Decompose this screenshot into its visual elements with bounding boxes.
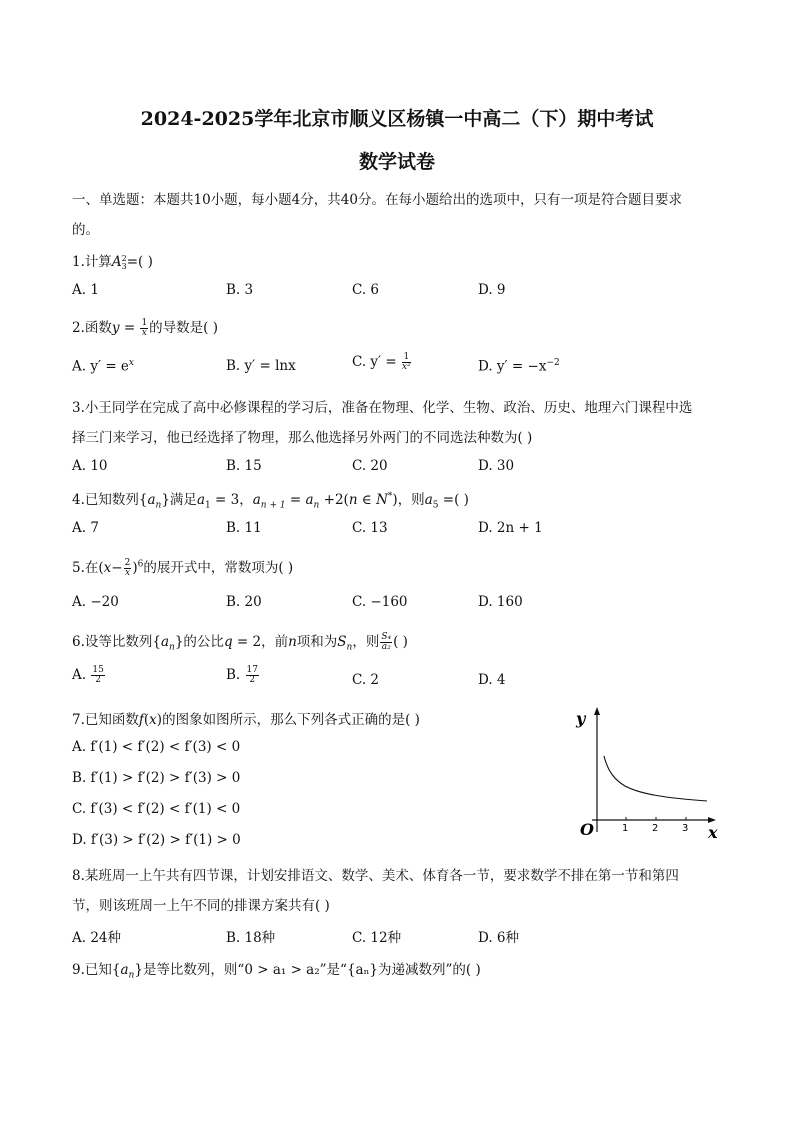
question-3-stem-line2: 择三门来学习，他已经选择了物理，那么他选择另外两门的不同选法种数为( ) [72,430,533,446]
q2-option-c: C. y′ = $\frac{1}{\text{x²}}$ [352,352,411,372]
question-8-stem-line2: 节，则该班周一上午不同的排课方案共有( ) [72,898,330,914]
tick-label-3: 3 [682,823,689,834]
q1-stem-prefix: 1.计算 [72,254,112,270]
q6-option-c: C. 2 [352,672,380,688]
question-2-stem: 2.函数y = $\frac{1}{x}$ 的导数是( ) [72,318,218,338]
q5-option-d: D. 160 [478,594,523,610]
question-7-stem: 7.已知函数f(x)的图象如图所示，那么下列各式正确的是( ) [72,712,420,728]
q3-option-c: C. 20 [352,458,388,474]
q7-option-a: A. f′(1) < f′(2) < f′(3) < 0 [72,739,241,755]
section-heading: 一、单选题：本题共10小题，每小题4分，共40分。在每小题给出的选项中，只有一项是符合题目要求 [72,192,682,208]
q6-option-d: D. 4 [478,672,506,688]
q4-option-d: D. 2n + 1 [478,520,543,536]
question-8-stem-line1: 8.某班周一上午共有四节课，计划安排语文、数学、美术、体育各一节，要求数学不排在第一节和第四 [72,868,679,884]
q2-option-a: A. $y' = e^x$ [72,358,134,375]
q3-option-d: D. 30 [478,458,515,474]
q1-option-c: C. 6 [352,282,380,298]
question-1-stem: 1.计算A 2 3 =( ) [72,253,153,271]
q5-option-c: C. −160 [352,594,408,610]
q2-option-d: D. $y' = -x^{-2}$ [478,358,560,375]
q5-option-b: B. 20 [226,594,262,610]
q4-option-c: C. 13 [352,520,388,536]
function-graph [570,702,730,847]
q1-option-d: D. 9 [478,282,506,298]
q7-option-d: D. f′(3) > f′(2) > f′(1) > 0 [72,832,241,848]
q2-stem-prefix: 2.函数 [72,320,112,336]
q6-option-a: A. $\frac{15}{2}$ [72,665,104,685]
q3-option-b: B. 15 [226,458,262,474]
exam-title: 2024-2025学年北京市顺义区杨镇一中高二（下）期中考试 [140,108,654,130]
q8-option-a: A. 24种 [72,930,122,946]
q7-option-b: B. f′(1) > f′(2) > f′(3) > 0 [72,770,241,786]
q1-option-b: B. 3 [226,282,254,298]
q2-stem-suffix: 的导数是( ) [149,320,218,336]
q1-math: A [111,254,122,270]
tick-label-2: 2 [652,823,659,834]
y-axis-label: y [576,709,586,728]
q7-option-c: C. f′(3) < f′(2) < f′(1) < 0 [72,801,241,817]
q6-option-b: B. $\frac{17}{2}$ [226,665,258,685]
question-6-stem: 6.设等比数列$\{a_n\}$的公比q = 2，前n项和为$S_n$，则 $\frac{\text{S₄}}{\text{a₂}}$ ( ) [72,632,408,653]
q8-option-c: C. 12种 [352,930,402,946]
q5-option-a: A. −20 [72,594,119,610]
q1-stem-suffix: =( ) [126,254,153,270]
q8-option-d: D. 6种 [478,930,520,946]
question-4-stem: 4.已知数列$\{a_n\}$满足$a_1 = 3$，$a_{n + 1} = a_n +2(n$ ∈ N*)，则$a_5$ =( ) [72,491,469,511]
q8-option-b: B. 18种 [226,930,276,946]
question-9-stem: 9.已知$\{a_n\}$是等比数列，则“0 > a₁ > a₂”是“{aₙ}为递减数列”的( ) [72,962,481,981]
question-3-stem-line1: 3.小王同学在完成了高中必修课程的学习后，准备在物理、化学、生物、政治、历史、地理六门课程中选 [72,400,693,416]
q1-option-a: A. 1 [72,282,99,298]
tick-label-1: 1 [622,823,629,834]
section-heading-cont: 的。 [72,222,99,238]
origin-label: O [580,820,594,839]
q4-option-a: A. 7 [72,520,99,536]
q2-option-b: B. y′ = lnx [226,358,296,374]
q4-option-b: B. 11 [226,520,262,536]
q3-option-a: A. 10 [72,458,108,474]
question-5-stem: 5.在(x− $\frac{2}{x}$ )$^6$的展开式中，常数项为( ) [72,558,294,578]
exam-subtitle: 数学试卷 [358,151,435,173]
x-axis-label: x [708,823,718,842]
